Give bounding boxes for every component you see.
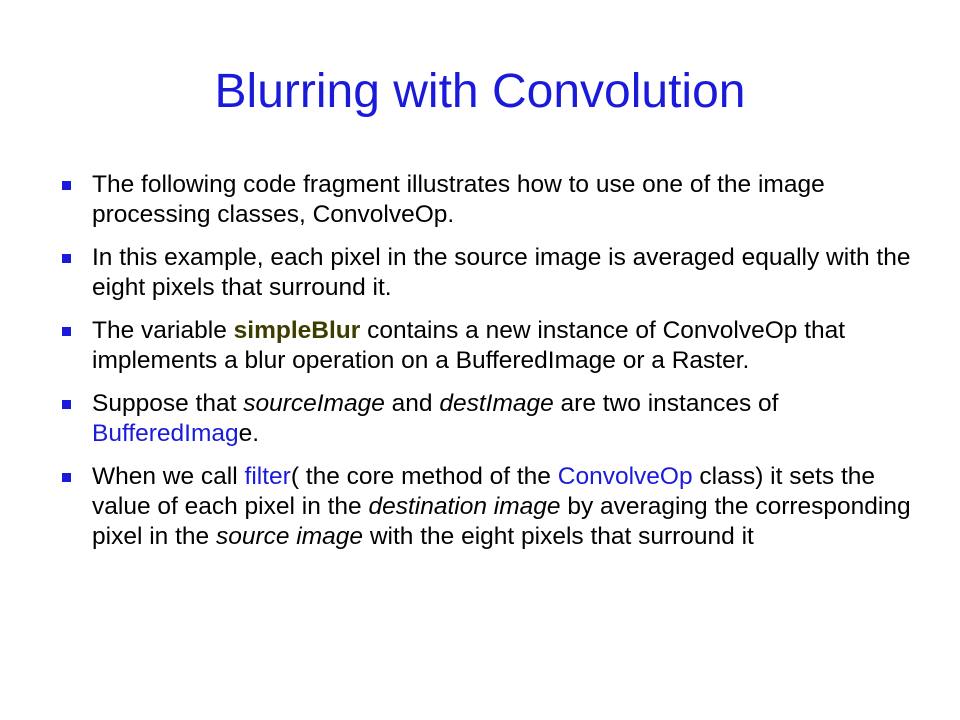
bullet-list [62,170,922,565]
bullet-text: e. [238,420,260,447]
bullet-text: In this example, each pixel in the source image is averaged equally with the eight pixels that surround it. [92,244,911,301]
bullet-text: Suppose that [92,390,244,417]
class-name-link: ConvolveOp [557,463,693,490]
bullet-text: The following code fragment illustrates how to use one of the image processing classes, ConvolveOp. [92,171,825,228]
square-bullet-icon [62,400,71,409]
keyword-simpleblur: simpleBlur [233,317,361,344]
bullet-item [62,170,922,230]
bullet-text: class) it sets the value of each pixel in the [92,463,876,520]
bullet-text: are two instances of [553,390,779,417]
bullet-text: ( the core method of the [290,463,558,490]
bullet-item [62,462,922,552]
bullet-item [62,389,922,449]
bullet-text: and [384,390,440,417]
bullet-text: with the eight pixels that surround it [363,523,754,550]
bullet-text: contains a new instance of ConvolveOp that implements a blur operation on a BufferedImage or a Raster. [92,317,846,374]
italic-term: source image [215,523,364,550]
bullet-item [62,316,922,376]
bullet-item [62,243,922,303]
bullet-text: The variable [92,317,234,344]
square-bullet-icon [62,254,71,263]
square-bullet-icon [62,327,71,336]
italic-term: destImage [439,390,554,417]
square-bullet-icon [62,181,71,190]
method-name-link: filter [244,463,291,490]
slide-title: Blurring with Convolution [214,65,746,118]
italic-term: destination image [368,493,561,520]
class-name-link: BufferedImag [92,420,239,447]
square-bullet-icon [62,473,71,482]
bullet-text: by averaging the corresponding pixel in the [92,493,911,550]
bullet-text: When we call [92,463,245,490]
italic-term: sourceImage [243,390,385,417]
